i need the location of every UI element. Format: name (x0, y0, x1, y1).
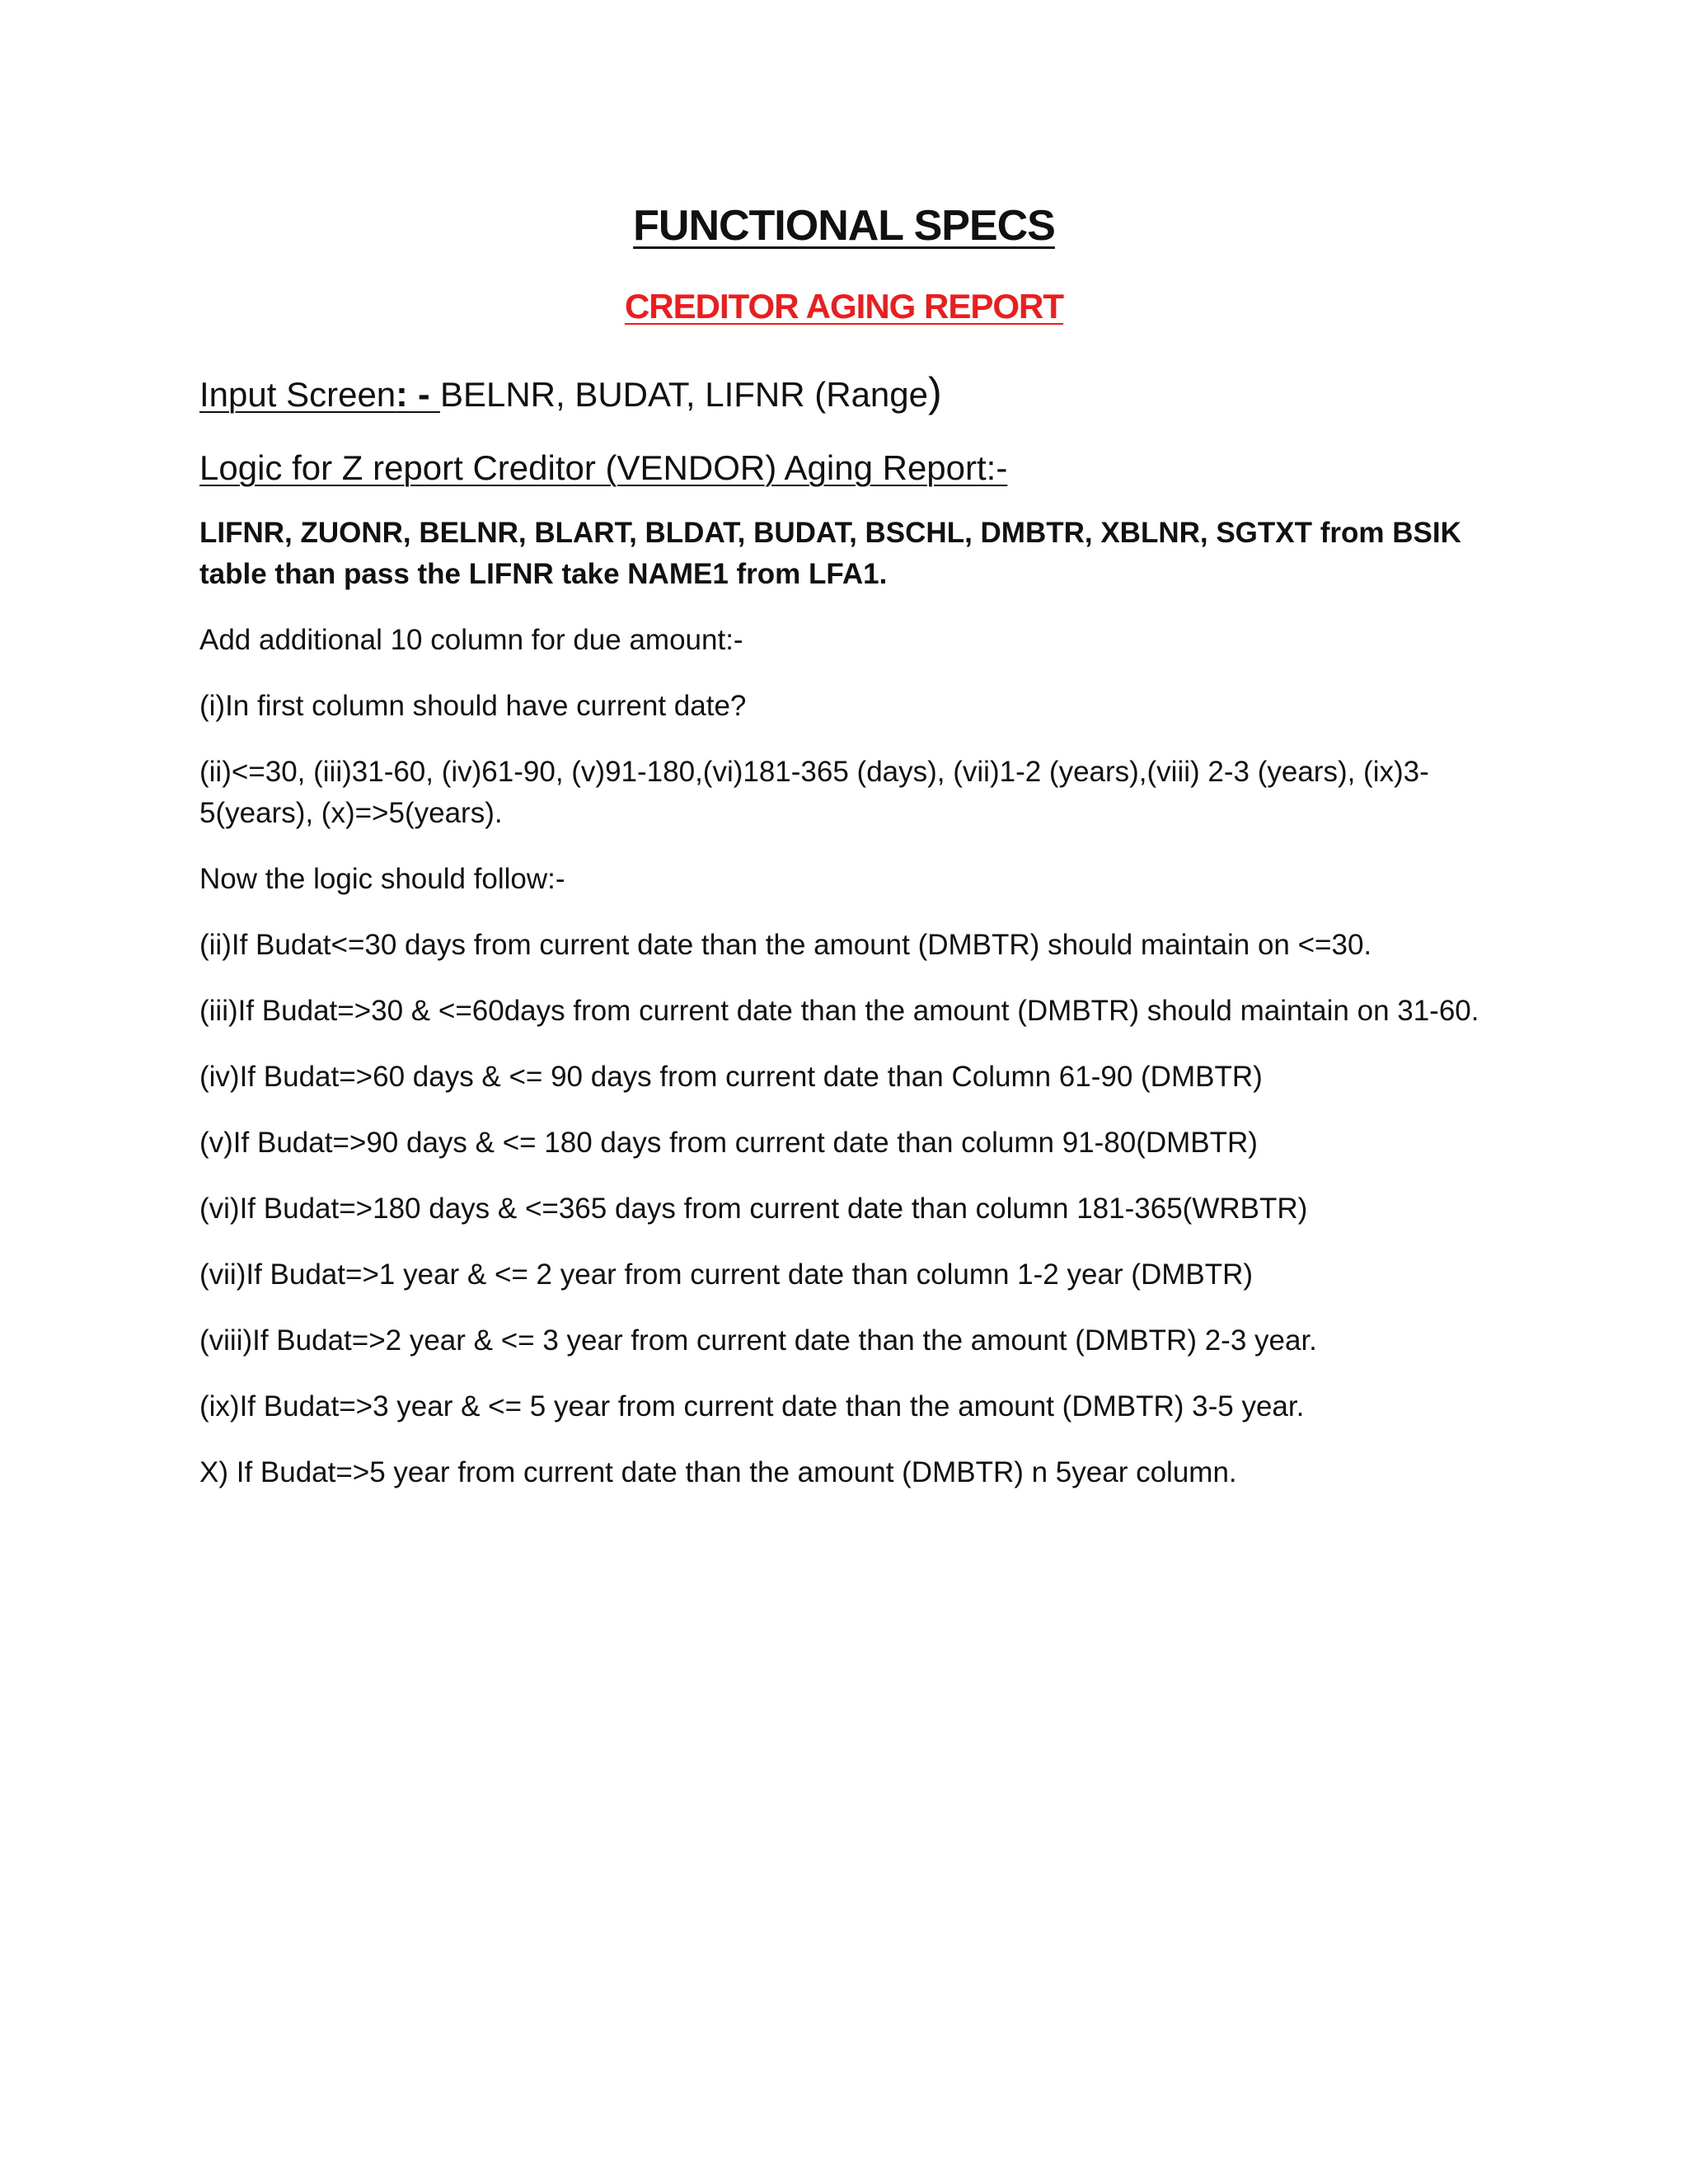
logic-heading: Logic for Z report Creditor (VENDOR) Aging Report:- (199, 448, 1008, 487)
paragraph-rule-x: X) If Budat=>5 year from current date than the amount (DMBTR) n 5year column. (199, 1456, 1237, 1488)
paragraph-logic-intro: Now the logic should follow:- (199, 863, 565, 895)
input-screen-fields: BELNR, BUDAT, LIFNR (Range (439, 375, 928, 414)
paragraph-rule-iv: (iv)If Budat=>60 days & <= 90 days from current date than Column 61-90 (DMBTR) (199, 1061, 1263, 1093)
paragraph-rule-ix: (ix)If Budat=>3 year & <= 5 year from current date than the amount (DMBTR) 3-5 year. (199, 1390, 1305, 1422)
input-screen-label: Input Screen (199, 375, 396, 414)
paragraph-rule-v: (v)If Budat=>90 days & <= 180 days from current date than column 91-80(DMBTR) (199, 1127, 1258, 1159)
paragraph-rule-viii: (viii)If Budat=>2 year & <= 3 year from current date than the amount (DMBTR) 2-3 year. (199, 1324, 1317, 1357)
source-fields-text: LIFNR, ZUONR, BELNR, BLART, BLDAT, BUDAT, BSCHL, DMBTR, XBLNR, SGTXT from BSIK table than pass the LIFNR take NAME1 from LFA1. (199, 517, 1461, 590)
paragraph-rule-vi: (vi)If Budat=>180 days & <=365 days from current date than column 181-365(WRBTR) (199, 1193, 1308, 1225)
paragraph-additional-columns: Add additional 10 column for due amount:- (199, 624, 743, 656)
document-subtitle: CREDITOR AGING REPORT (624, 287, 1064, 326)
paragraph-column-buckets: (ii)<=30, (iii)31-60, (iv)61-90, (v)91-180,(vi)181-365 (days), (vii)1-2 (years),(viii) 2-3 (years), (ix)3-5(years), (x)=>5(years). (199, 756, 1429, 829)
paragraph-rule-ii: (ii)If Budat<=30 days from current date than the amount (DMBTR) should maintain on <=30. (199, 929, 1372, 961)
paragraph-rule-iii: (iii)If Budat=>30 & <=60days from current date than the amount (DMBTR) should maintain on 31-60. (199, 995, 1479, 1027)
document-body (199, 369, 1502, 1493)
input-screen-colon: : - (396, 374, 440, 415)
paragraph-first-column: (i)In first column should have current date? (199, 690, 747, 722)
input-screen-line (199, 369, 1502, 415)
input-screen-close-paren: ) (928, 369, 942, 415)
document-title: FUNCTIONAL SPECS (633, 202, 1055, 250)
paragraph-rule-vii: (vii)If Budat=>1 year & <= 2 year from current date than column 1-2 year (DMBTR) (199, 1258, 1254, 1291)
